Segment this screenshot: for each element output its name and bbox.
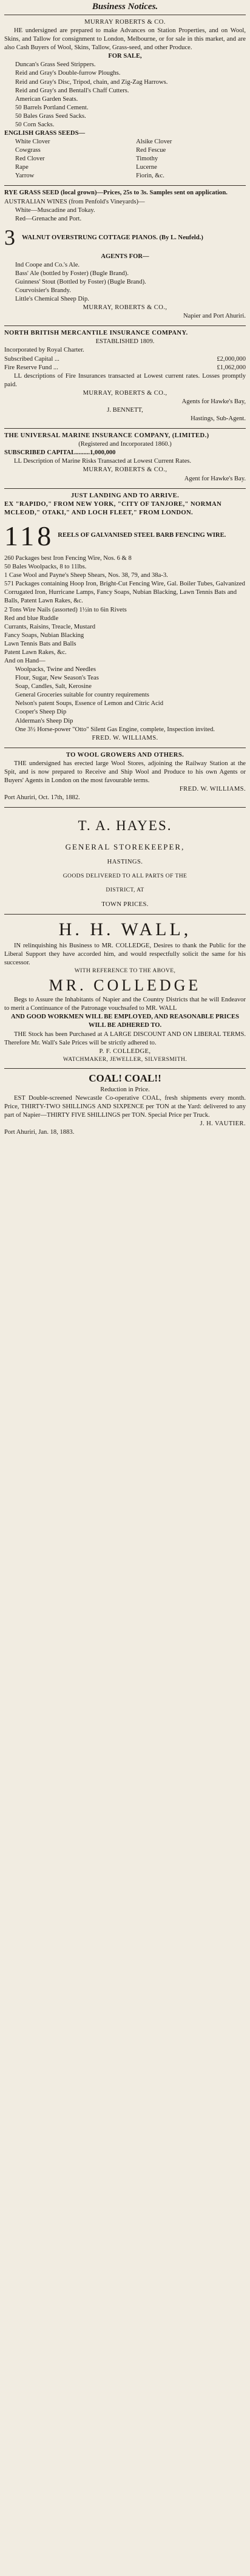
ships-line: EX "RAPIDO," FROM NEW YORK, "CITY OF TANJORE," NORMAN MCLEOD," OTAKI," AND LOCH FLEET," FROM LONDON. <box>4 500 222 516</box>
sale-item: Reid and Gray's and Bentall's Chaff Cutters. <box>15 87 129 94</box>
coal-ad <box>4 1068 246 1142</box>
marine-insurance-ad <box>4 428 246 488</box>
piano-row <box>4 223 246 253</box>
coal-date: Port Ahuriri, Jan. 18, 1883. <box>4 1129 75 1136</box>
landing-title: JUST LANDING AND TO ARRIVE. <box>70 492 180 499</box>
wool-date: Port Ahuriri, Oct. 17th, 1882. <box>4 794 80 802</box>
wall-ad <box>4 914 246 1069</box>
registered: (Registered and Incorporated 1860.) <box>78 441 172 448</box>
colledge-text: Begs to Assure the Inhabitants of Napier and the Country Districts that he will Endeavor to merit a Continuance of the Patronage vouchsafed to MR. WALL <box>4 997 246 1012</box>
agency-item: Guinness' Stout (Bottled by Foster) (Bugle Brand). <box>15 278 146 285</box>
agents-heading: AGENTS FOR— <box>101 253 149 260</box>
sale-item: Reid and Gray's Disc, Tripod, chain, and Zig-Zag Harrows. <box>15 78 168 86</box>
capital-label: Subscribed Capital ... <box>4 355 59 363</box>
stock-line: 50 Bales Woolpacks, 8 to 11lbs. <box>4 564 87 571</box>
wall-text: IN relinquishing his Business to MR. COLLEDGE, Desires to thank the Public for the Liberal Support they have accorded him, and would respectfully solicit the same for his successor. <box>4 942 246 966</box>
murray-roberts-ad <box>4 15 246 185</box>
firm-name: FRED. W. WILLIAMS. <box>92 734 158 741</box>
sale-item: Reid and Gray's Double-furrow Ploughs. <box>15 70 121 77</box>
stock-line: 2 Tons Wire Nails (assorted) 1½in to 6in Rivets <box>4 606 127 613</box>
goods-line: DISTRICT, AT <box>106 886 144 893</box>
english-seeds-heading: ENGLISH GRASS SEEDS— <box>4 130 86 137</box>
stock-line: Nelson's patent Soups, Essence of Lemon and Citric Acid <box>15 700 164 707</box>
good-workmen: AND GOOD WORKMEN WILL BE EMPLOYED, AND REASONABLE PRICES WILL BE ADHERED TO. <box>10 1014 240 1029</box>
rye-grass-ad <box>4 185 246 325</box>
storekeeper: GENERAL STOREKEEPER, <box>65 842 185 851</box>
stock-line: 571 Packages containing Hoop Iron, Bright-Cut Fencing Wire, Gal. Boiler Tubes, Galvanized Corrugated Iron, Hurricane Lamps, Fancy Soaps, Nubian Blacking, Lawn Tennis Bats and Balls, Patent Lawn Rakes, &c. <box>4 581 245 605</box>
agents-line: Agents for Hawke's Bay, <box>181 398 246 405</box>
marine-text: LL Description of Marine Risks Transacted at Lowest Current Rates. <box>14 458 192 465</box>
subscribed-capital: SUBSCRIBED CAPITAL.........1,000,000 <box>4 449 116 457</box>
stock-line: Lawn Tennis Bats and Balls <box>4 640 76 647</box>
coal-text: EST Double-screened Newcastle Co-operative COAL, fresh shipments every month. Price, THIRTY-TWO SHILLINGS AND SIXPENCE per TON at the Yard: delivered to any part of Napier—THIRTY FIVE SHILLINGS per TON. Special Price per Truck. <box>4 1095 246 1119</box>
stock-line: Cooper's Sheep Dip <box>15 709 67 716</box>
firm-name: MURRAY, ROBERTS & CO., <box>83 304 167 312</box>
stock-line: Currants, Raisins, Treacle, Mustard <box>4 623 96 630</box>
wall-name: H. H. WALL, <box>58 919 192 939</box>
seed-item: Fiorin, &c. <box>136 172 164 180</box>
goods-line: TOWN PRICES. <box>101 901 149 908</box>
north-british-ad <box>4 325 246 428</box>
stock-line: And on Hand— <box>4 657 46 664</box>
sale-item: 50 Bales Grass Seed Sacks. <box>15 112 86 120</box>
reserve-row <box>4 364 246 372</box>
sale-item: Duncan's Grass Seed Strippers. <box>15 61 96 69</box>
established: ESTABLISHED 1809. <box>95 338 155 346</box>
stock-line: Woolpacks, Twine and Needles <box>15 666 96 673</box>
seed-columns <box>4 138 246 180</box>
capital-value: £2,000,000 <box>217 355 246 363</box>
stock-line: 260 Packages best Iron Fencing Wire, Nos. 6 & 8 <box>4 555 132 562</box>
advances-paragraph: HE undersigned are prepared to make Advances on Station Properties, and on Wool, Skins, and Tallow for consignment to London, Melbourne, or for sale in this market, and are also Cash Buyers of Wool, Skins, Tallow, Grass-seed, and other Produce. <box>4 27 246 52</box>
piano-text: WALNUT OVERSTRUNG COTTAGE PIANOS. (By L. Neufeld.) <box>22 234 203 241</box>
stock-line: Fancy Soaps, Nubian Blacking <box>4 632 84 639</box>
seed-item: White Clover <box>15 138 50 146</box>
seed-item: Rape <box>15 164 29 171</box>
rye-grass-line: RYE GRASS SEED (local grown)—Prices, 25s to 3s. Samples sent on application. <box>4 189 228 197</box>
capital-row <box>4 355 246 364</box>
ad-title: MURRAY ROBERTS & CO. <box>84 19 166 26</box>
sale-item: American Garden Seats. <box>15 95 78 103</box>
stock-line: Alderman's Sheep Dip <box>15 717 73 724</box>
red-wines: Red—Grenache and Port. <box>15 215 82 222</box>
sale-item: 50 Corn Sacks. <box>15 121 55 128</box>
coal-title: COAL! COAL!! <box>89 1072 161 1085</box>
hayes-name: T. A. HAYES. <box>78 818 172 834</box>
firm-name: MURRAY, ROBERTS & CO., <box>83 389 167 397</box>
stock-line: One 3½ Horse-power "Otto" Silent Gas Engine, complete, Inspection invited. <box>15 726 215 733</box>
fire-insurance-text: LL descriptions of Fire Insurances transacted at Lowest current rates. Losses promptly paid. <box>4 372 246 388</box>
stock-line: 1 Case Wool and Payne's Sheep Shears, Nos. 38, 79, and 38a-3. <box>4 572 168 579</box>
agency-item: Bass' Ale (bottled by Foster) (Bugle Brand). <box>15 270 129 277</box>
insurance-title: NORTH BRITISH MERCANTILE INSURANCE COMPANY. <box>4 330 188 337</box>
reduction: Reduction in Price. <box>100 1086 150 1094</box>
reserve-value: £1,062,000 <box>217 364 246 371</box>
bennett: J. BENNETT, <box>107 407 143 414</box>
firm-name: MURRAY, ROBERTS & CO., <box>83 466 167 474</box>
seed-item: Yarrow <box>15 172 35 180</box>
reels-row <box>4 517 246 554</box>
stock-line: Patent Lawn Rakes, &c. <box>4 649 67 656</box>
reserve-label: Fire Reserve Fund ... <box>4 364 58 371</box>
stock-line: Red and blue Ruddle <box>4 615 59 622</box>
seed-item: Cowgrass <box>15 147 41 154</box>
agency-item: Ind Coope and Co.'s Ale. <box>15 261 80 268</box>
sub-agent: Hastings, Sub-Agent. <box>191 415 246 423</box>
with-reference: WITH REFERENCE TO THE ABOVE, <box>74 967 176 974</box>
goods-line: GOODS DELIVERED TO ALL PARTS OF THE <box>62 873 187 880</box>
reels-text: REELS OF GALVANISED STEEL BARB FENCING WIRE. <box>58 532 226 539</box>
hayes-town: HASTINGS. <box>107 859 143 866</box>
marine-title: THE UNIVERSAL MARINE INSURANCE COMPANY, (LIMITED.) <box>4 432 209 440</box>
reels-count: 118 <box>4 520 55 551</box>
agency-item: Courvoisier's Brandy. <box>15 287 71 294</box>
colledge-trade: WATCHMAKER, JEWELLER, SILVERSMITH. <box>62 1055 187 1063</box>
wool-title: TO WOOL GROWERS AND OTHERS. <box>66 751 184 758</box>
seed-item: Lucerne <box>136 164 157 171</box>
stock-line: General Groceries suitable for country requirements <box>15 692 149 699</box>
stock-line: Flour, Sugar, New Season's Teas <box>15 675 99 682</box>
coal-sign: J. H. VAUTIER. <box>200 1120 246 1128</box>
just-landing-ad <box>4 488 246 748</box>
for-sale-heading: FOR SALE, <box>108 53 142 60</box>
agency-item: Little's Chemical Sheep Dip. <box>15 296 89 303</box>
wool-growers-ad <box>4 748 246 807</box>
stock-text: THE Stock has been Purchased at A LARGE DISCOUNT AND ON LIBERAL TERMS. Therefore Mr. Wall's Sale Prices will be strictly adhered to. <box>4 1031 246 1046</box>
firm-place: Napier and Port Ahuriri. <box>183 313 246 320</box>
wool-text: THE undersigned has erected large Wool Stores, adjoining the Railway Station at the Spit, and is now prepared to Receive and Ship Wool and Produce to his own Agents or Buyers' Agents in London on the most favourable terms. <box>4 760 246 784</box>
seed-col-right <box>136 138 245 180</box>
agent-line: Agent for Hawke's Bay. <box>184 475 246 482</box>
colledge-sign: P. F. COLLEDGE, <box>99 1048 151 1055</box>
colledge-name: MR. COLLEDGE <box>49 976 201 994</box>
sale-item: 50 Barrels Portland Cement. <box>15 104 89 111</box>
seed-item: Red Clover <box>15 155 45 163</box>
firm-name: FRED. W. WILLIAMS. <box>179 786 246 793</box>
white-wines: White—Muscadine and Tokay. <box>15 206 95 214</box>
hayes-ad <box>4 807 246 914</box>
section-heading: Business Notices. <box>92 2 158 12</box>
stock-line: Soap, Candles, Salt, Kerosine <box>15 683 92 690</box>
seed-item: Timothy <box>136 155 158 163</box>
incorporated: Incorporated by Royal Charter. <box>4 347 84 354</box>
seed-col-left <box>4 138 124 180</box>
seed-item: Red Fescue <box>136 147 166 154</box>
piano-count: 3 <box>4 225 18 250</box>
seed-item: Alsike Clover <box>136 138 172 146</box>
aus-wines: AUSTRALIAN WINES (from Penfold's Vineyards)— <box>4 198 145 205</box>
